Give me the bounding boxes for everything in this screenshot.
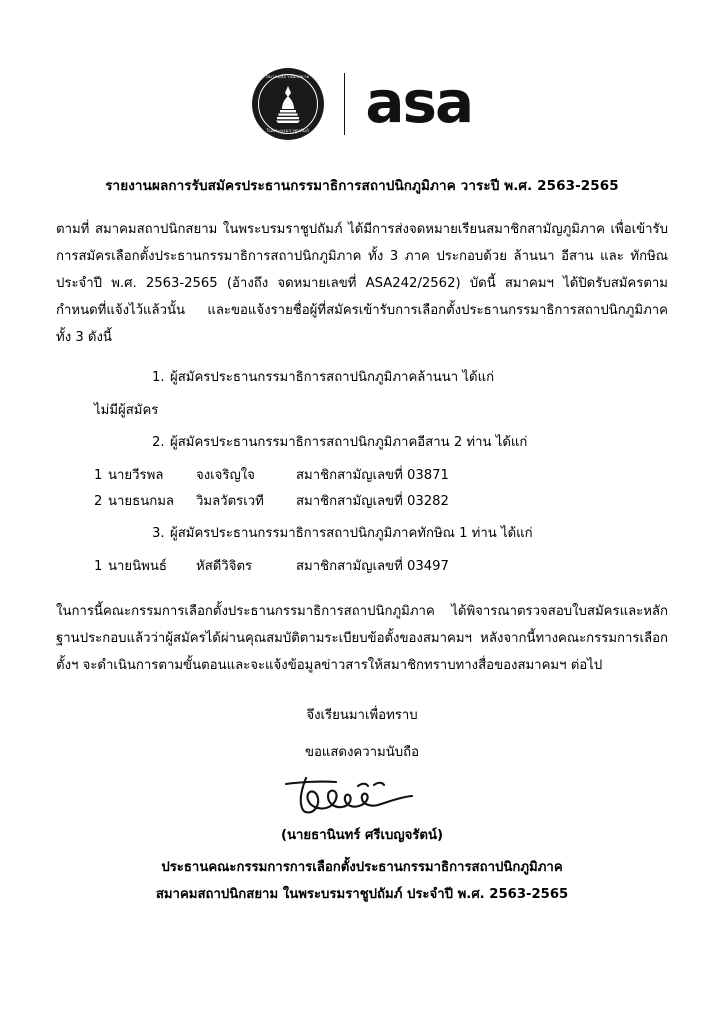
section-number: 3. <box>152 526 165 542</box>
signer-role-line-2: สมาคมสถาปนิกสยาม ในพระบรมราชูปถัมภ์ ประจำปี พ.ศ. 2563-2565 <box>155 886 569 902</box>
section-list-2 <box>56 430 668 456</box>
section-heading: ผู้สมัครประธานกรรมาธิการสถาปนิกภูมิภาคล้านนา ได้แก่ <box>170 370 495 386</box>
signer-role-line-1: ประธานคณะกรรมการการเลือกตั้งประธานกรรมาธิการสถาปนิกภูมิภาค <box>161 860 563 876</box>
no-applicant-note: ไม่มีผู้สมัคร <box>94 402 159 418</box>
candidate-index: 2 <box>94 493 103 509</box>
seal-emblem-icon <box>271 84 305 124</box>
signature-block <box>56 772 668 908</box>
candidate-member-number: 03497 <box>406 558 449 574</box>
section-number: 2. <box>152 435 165 451</box>
section-heading: ผู้สมัครประธานกรรมาธิการสถาปนิกภูมิภาคอีสาน 2 ท่าน ได้แก่ <box>170 435 528 451</box>
closing-line-2: ขอแสดงความนับถือ <box>304 744 420 760</box>
section-number: 1. <box>152 370 165 386</box>
handwritten-signature <box>262 772 462 826</box>
candidate-index: 1 <box>94 467 103 483</box>
section-heading: ผู้สมัครประธานกรรมาธิการสถาปนิกภูมิภาคทักษิณ 1 ท่าน ได้แก่ <box>170 526 533 542</box>
closing-line-1: จึงเรียนมาเพื่อทราบ <box>306 708 418 724</box>
asa-seal-icon <box>252 68 324 140</box>
candidate-row <box>56 554 668 580</box>
candidate-surname: จงเจริญใจ <box>196 467 255 483</box>
section-1-note-row <box>56 398 668 424</box>
asa-wordmark: asa <box>365 68 473 136</box>
closing-paragraph: ในการนี้คณะกรรมการเลือกตั้งประธานกรรมาธิการสถาปนิกภูมิภาค ได้พิจารณาตรวจสอบใบสมัครและหลักฐานประกอบแล้วว่าผู้สมัครได้ผ่านคุณสมบัติตามระเบียบข้อตั้งของสมาคมฯ หลังจากนี้ทางคณะกรรมการเลือกตั้งฯ จะดำเนินการตามขั้นตอนและจะแจ้งข้อมูลข่าวสารให้สมาชิกทราบทางสื่อของสมาคมฯ ต่อไป <box>56 604 668 674</box>
section-list-1 <box>56 365 668 391</box>
list-item <box>152 365 668 391</box>
candidate-name: นายวีรพล <box>108 467 164 483</box>
candidate-name: นายธนกมล <box>108 493 174 509</box>
seal-top-text: สมาคมสถาปนิกสยาม <box>266 74 310 79</box>
seal-bottom-text: ในพระบรมราชูปถัมภ์ <box>266 127 310 133</box>
section-list-3 <box>56 521 668 547</box>
candidate-member-label: สมาชิกสามัญเลขที่ <box>296 558 403 574</box>
list-item <box>152 430 668 456</box>
page-title: รายงานผลการรับสมัครประธานกรรมาธิการสถาปนิกภูมิภาค วาระปี พ.ศ. 2563-2565 <box>105 178 619 194</box>
intro-paragraph: ตามที่ สมาคมสถาปนิกสยาม ในพระบรมราชูปถัมภ์ ได้มีการส่งจดหมายเรียนสมาชิกสามัญภูมิภาค เพื่อเข้ารับการสมัครเลือกตั้งประธานกรรมาธิการสถาปนิกภูมิภาค ทั้ง 3 ภาค ประกอบด้วย ล้านนา อีสาน และ ทักษิณ ประจำปี พ.ศ. 2563-2565 (อ้างถึง จดหมายเลขที่ ASA242/2562) บัดนี้ สมาคมฯ ได้ปิดรับสมัครตามกำหนดที่แจ้งไว้แล้วนั้น และขอแจ้งรายชื่อผู้ที่สมัครเข้ารับการเลือกตั้งประธานกรรมาธิการสถาปนิกภูมิภาค ทั้ง 3 ดังนี้ <box>56 222 668 346</box>
candidate-index: 1 <box>94 558 103 574</box>
logo-divider <box>344 73 346 135</box>
candidate-member-label: สมาชิกสามัญเลขที่ <box>296 467 403 483</box>
candidate-member-number: 03282 <box>406 493 449 509</box>
list-item <box>152 521 668 547</box>
candidate-name: นายนิพนธ์ <box>108 558 167 574</box>
signer-name: (นายธานินทร์ ศรีเบญจรัตน์) <box>280 828 443 844</box>
candidate-surname: หัสดีวิจิตร <box>196 558 253 574</box>
letterhead-logo <box>56 68 668 140</box>
candidate-row <box>56 489 668 515</box>
candidate-member-label: สมาชิกสามัญเลขที่ <box>296 493 403 509</box>
candidate-row <box>56 463 668 489</box>
candidate-member-number: 03871 <box>406 467 449 483</box>
candidate-surname: วิมลวัตรเวที <box>196 493 264 509</box>
